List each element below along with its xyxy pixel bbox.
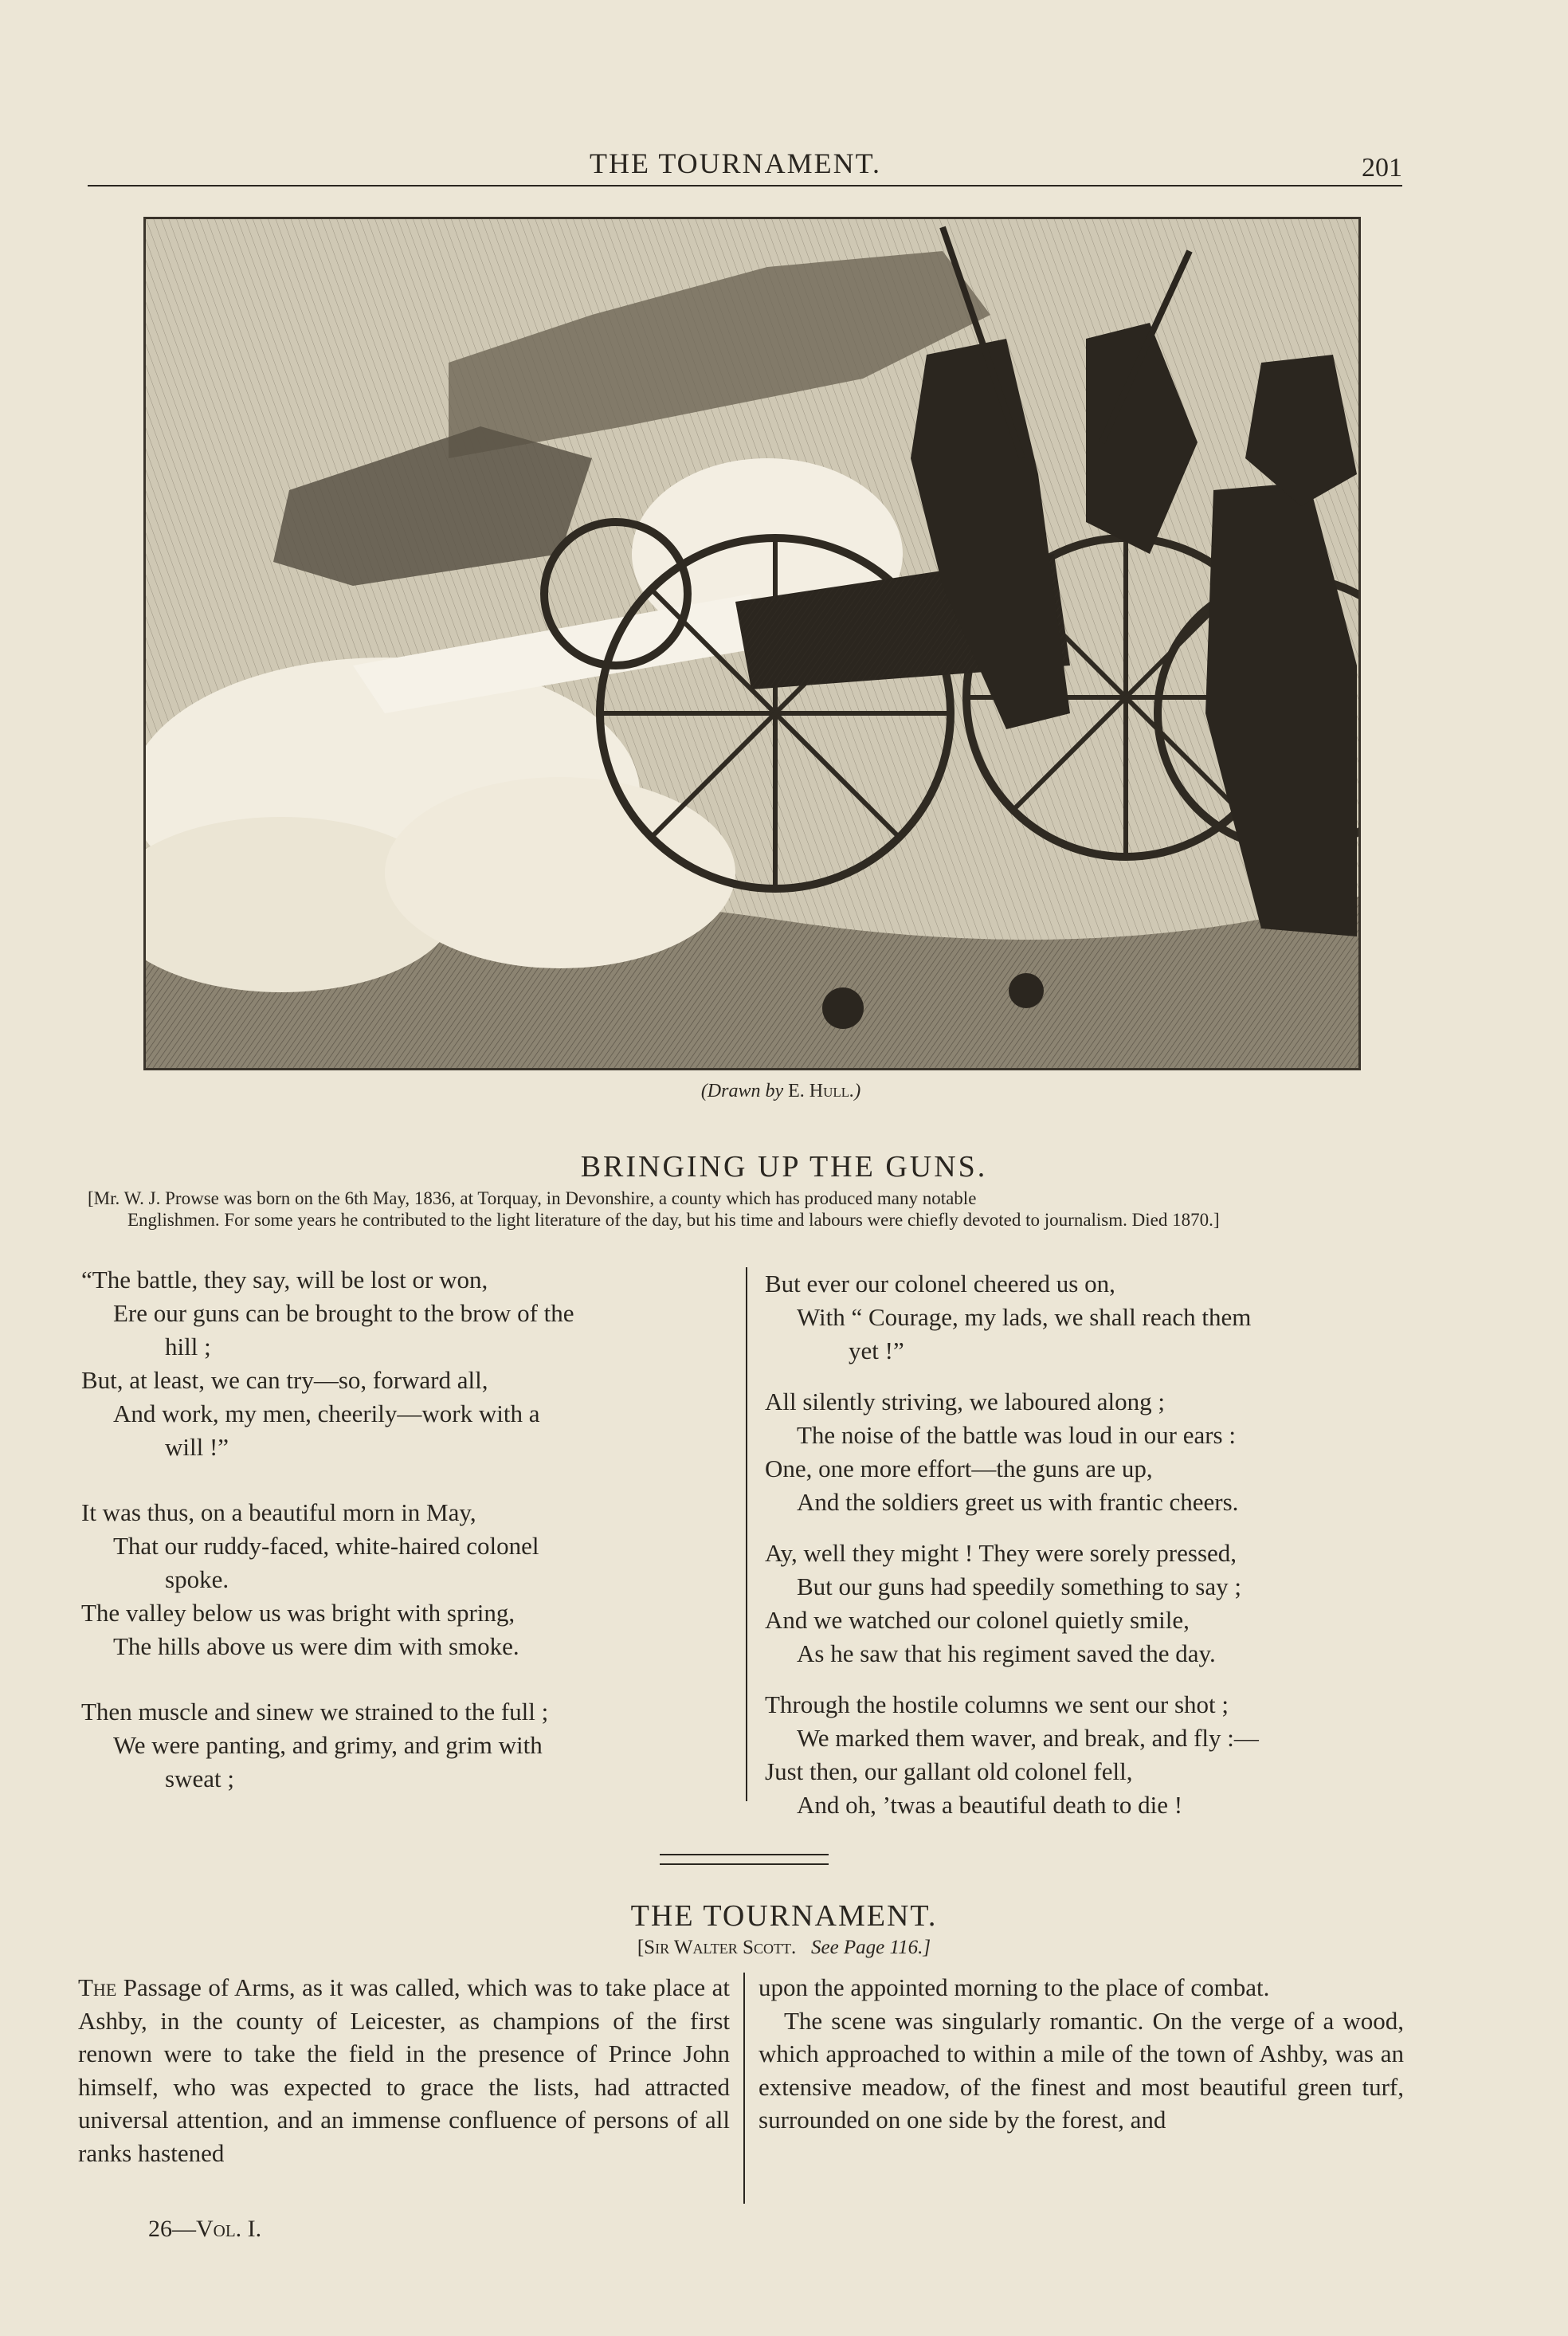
poem-stanza bbox=[765, 1267, 1414, 1368]
running-title: THE TOURNAMENT. bbox=[590, 147, 881, 179]
poem-line: Ay, well they might ! They were sorely pressed, bbox=[765, 1539, 1237, 1567]
artillery-engraving bbox=[146, 219, 1358, 1068]
credit-name: E. Hull bbox=[788, 1081, 850, 1101]
poem-line: All silently striving, we laboured along ; bbox=[765, 1388, 1165, 1415]
poem-line: With “ Courage, my lads, we shall reach them bbox=[797, 1303, 1252, 1331]
poem-line: One, one more effort—the guns are up, bbox=[765, 1455, 1153, 1482]
article-column-left bbox=[78, 1971, 730, 2169]
poem-line: sweat ; bbox=[165, 1765, 234, 1792]
article-dropword: The bbox=[78, 1973, 117, 2001]
header-rule bbox=[88, 185, 1402, 186]
poem-line: will !” bbox=[165, 1433, 229, 1461]
article-paragraph-1: upon the appointed morning to the place of combat. bbox=[759, 1973, 1270, 2001]
section-double-rule bbox=[660, 1854, 829, 1865]
poem-stanza bbox=[81, 1695, 735, 1796]
article-title: THE TOURNAMENT. bbox=[630, 1899, 938, 1933]
poem-line: The valley below us was bright with spring, bbox=[81, 1599, 515, 1627]
poem-line: But, at least, we can try—so, forward all, bbox=[81, 1366, 488, 1394]
poem-line: The noise of the battle was loud in our ears : bbox=[797, 1421, 1236, 1449]
poem-line: But our guns had speedily something to say ; bbox=[797, 1572, 1241, 1600]
article-column-right bbox=[759, 1971, 1404, 2137]
article-paragraph-2: The scene was singularly romantic. On the verge of a wood, which approached to within a mile of the town of Ashby, was an extensive meadow, of the finest and most beautiful green turf, surrounded on one side by the forest, and bbox=[759, 2006, 1404, 2134]
poem-line: The hills above us were dim with smoke. bbox=[113, 1632, 519, 1660]
poem-line: As he saw that his regiment saved the day. bbox=[797, 1639, 1216, 1667]
poem-stanza bbox=[81, 1263, 735, 1464]
poem-title: BRINGING UP THE GUNS. bbox=[580, 1150, 988, 1184]
author-note-rest: Englishmen. For some years he contributed to the light literature of the day, but his time and labours were chiefly devoted to journalism. Died 1870.] bbox=[127, 1210, 1220, 1230]
article-column-divider bbox=[743, 1973, 745, 2204]
poem-line: But ever our colonel cheered us on, bbox=[765, 1270, 1115, 1298]
poem-stanza bbox=[81, 1496, 735, 1663]
poem-line: hill ; bbox=[165, 1333, 211, 1360]
poem-line: And work, my men, cheerily—work with a bbox=[113, 1400, 540, 1427]
poem-line: Through the hostile columns we sent our shot ; bbox=[765, 1690, 1229, 1718]
poem-line: Then muscle and sinew we strained to the full ; bbox=[81, 1698, 549, 1725]
author-note bbox=[88, 1188, 1414, 1231]
article-text-left: Passage of Arms, as it was called, which was to take place at Ashby, in the county of Leicester, as champions of the first renown were to take the field in the presence of Prince John himself, who was expected to grace the lists, had attracted universal attention, and an immense confluence of persons of all ranks hastened bbox=[78, 1973, 731, 2167]
article-author: [Sir Walter Scott. bbox=[637, 1937, 797, 1958]
poem-line: And the soldiers greet us with frantic cheers. bbox=[797, 1488, 1239, 1516]
author-note-line-1: [Mr. W. J. Prowse was born on the 6th May, 1836, at Torquay, in Devonshire, a county which has produced many notable bbox=[88, 1188, 977, 1208]
printer-signature bbox=[148, 2216, 261, 2243]
article-page-ref: See Page 116.] bbox=[810, 1937, 931, 1958]
article-source bbox=[0, 1937, 1568, 1959]
column-divider bbox=[746, 1267, 747, 1801]
poem-line: And we watched our colonel quietly smile, bbox=[765, 1606, 1190, 1634]
illustration-credit bbox=[558, 1081, 1004, 1102]
running-header bbox=[88, 140, 1402, 188]
engraving-illustration bbox=[143, 217, 1361, 1070]
poem-line: yet !” bbox=[849, 1337, 904, 1364]
credit-suffix: .) bbox=[849, 1081, 861, 1101]
poem-stanza bbox=[765, 1385, 1414, 1519]
poem-line: spoke. bbox=[165, 1565, 229, 1593]
signature-volume: Vol. I. bbox=[196, 2216, 262, 2242]
poem-stanza bbox=[765, 1537, 1414, 1671]
poem-line: We marked them waver, and break, and fly :— bbox=[797, 1724, 1259, 1752]
page-number: 201 bbox=[1362, 153, 1402, 183]
signature-number: 26— bbox=[148, 2216, 196, 2242]
poem-line: Just then, our gallant old colonel fell, bbox=[765, 1757, 1133, 1785]
poem-column-left bbox=[81, 1263, 735, 1813]
poem-line: It was thus, on a beautiful morn in May, bbox=[81, 1498, 476, 1526]
poem-line: We were panting, and grimy, and grim with bbox=[113, 1731, 543, 1759]
credit-prefix: (Drawn by bbox=[700, 1081, 784, 1101]
poem-line: And oh, ’twas a beautiful death to die ! bbox=[797, 1791, 1183, 1819]
poem-column-right bbox=[765, 1267, 1414, 1839]
poem-line: “The battle, they say, will be lost or won, bbox=[81, 1266, 488, 1294]
poem-stanza bbox=[765, 1688, 1414, 1822]
poem-line: Ere our guns can be brought to the brow of the bbox=[113, 1299, 574, 1327]
poem-line: That our ruddy-faced, white-haired colonel bbox=[113, 1532, 539, 1560]
